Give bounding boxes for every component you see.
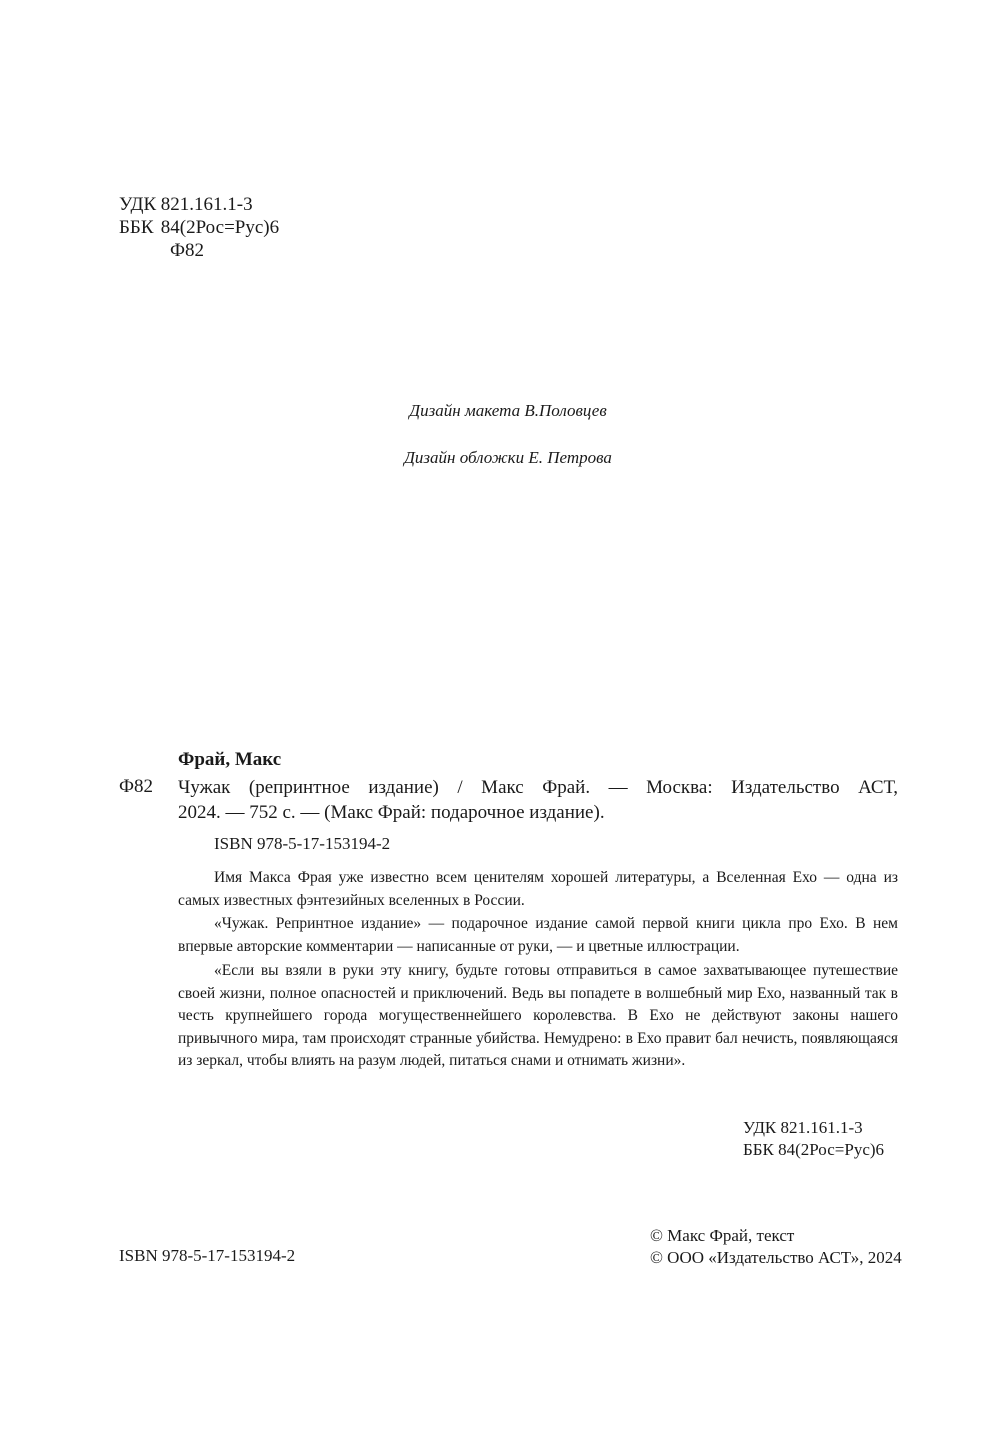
author-mark-top: Ф82 <box>170 240 205 261</box>
bbk-label: ББК <box>119 217 154 238</box>
copyright-publisher: © ООО «Издательство АСТ», 2024 <box>650 1248 902 1267</box>
entry-author-mark: Ф82 <box>119 776 154 797</box>
entry-line-2: 2024. — 752 с. — (Макс Фрай: подарочное издание). <box>178 802 605 823</box>
entry-author: Фрай, Макс <box>178 749 282 770</box>
codes-bbk: ББК 84(2Рос=Рус)6 <box>743 1140 885 1159</box>
bbk-line <box>119 216 279 239</box>
udk-value: 821.161.1-3 <box>160 194 253 215</box>
annotation-paragraph-1: Имя Макса Фрая уже известно всем ценителям хорошей литературы, а Вселенная Ехо — одна из самых известных фэнтезийных вселенных в России. <box>178 869 898 909</box>
entry-isbn: ISBN 978-5-17-153194-2 <box>214 834 391 853</box>
layout-design-credit: Дизайн макета В.Половцев <box>409 401 607 420</box>
codes-udk: УДК 821.161.1-3 <box>743 1118 863 1137</box>
udk-line <box>119 193 253 216</box>
footer-isbn: ISBN 978-5-17-153194-2 <box>119 1246 296 1265</box>
annotation-paragraph-3: «Если вы взяли в руки эту книгу, будьте готовы отправиться в самое захватывающее путешествие своей жизни, полное опасностей и приключений. Ведь вы попадете в волшебный мир Ехо, названный так в честь крупнейшего города могущественнейшего королевства. В Ехо не действуют законы нашего привычного мира, там происходят странные убийства. Немудрено: в Ехо правит бал нечисть, появляющаяся из зеркал, чтобы влиять на разум людей, питаться снами и отнимать жизни». <box>178 962 898 1070</box>
bbk-value: 84(2Рос=Рус)6 <box>160 217 280 238</box>
annotation-paragraph-2: «Чужак. Репринтное издание» — подарочное издание самой первой книги цикла про Ехо. В нем впервые авторские комментарии — написанные от руки, — и цветные иллюстрации. <box>178 915 898 955</box>
udk-label: УДК <box>119 194 157 215</box>
copyright-text: © Макс Фрай, текст <box>650 1226 795 1245</box>
cover-design-credit: Дизайн обложки Е. Петрова <box>404 448 612 467</box>
entry-line-1: Чужак (репринтное издание) / Макс Фрай. — Москва: Издательство АСТ, <box>178 777 898 798</box>
